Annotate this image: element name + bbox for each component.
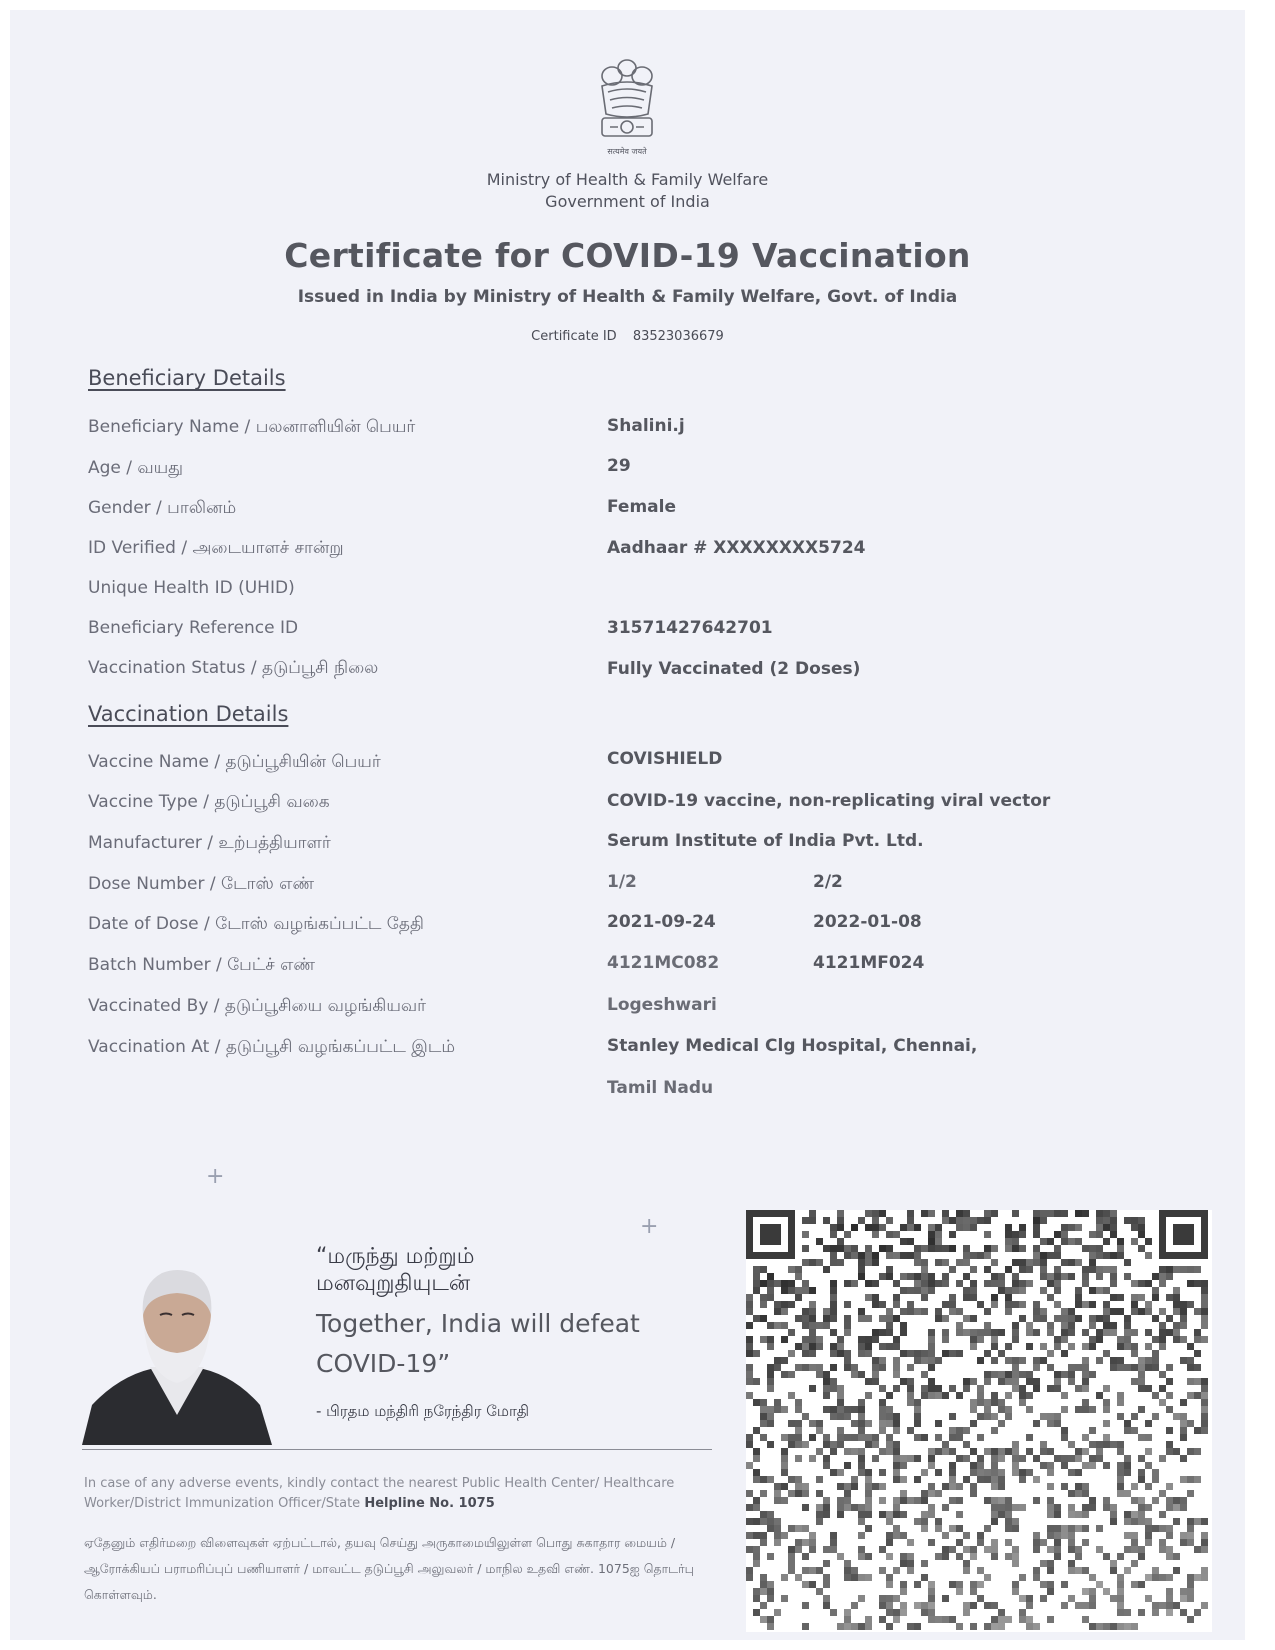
manufacturer-label: Manufacturer / உற்பத்தியாளர்: [88, 833, 331, 853]
vaccination-at-value: Stanley Medical Clg Hospital, Chennai,: [607, 1036, 978, 1056]
dose-number-label: Dose Number / டோஸ் எண்: [88, 874, 315, 894]
qr-code-icon: [746, 1210, 1212, 1632]
plus-mark-icon: +: [640, 1214, 659, 1239]
quote-tamil-line-1: “மருந்து மற்றும்: [316, 1244, 475, 1269]
dose-number-value-1: 1/2: [607, 872, 637, 892]
date-of-dose-value-1: 2021-09-24: [607, 912, 716, 932]
quote-attribution: - பிரதம மந்திரி நரேந்திர மோதி: [316, 1402, 530, 1420]
beneficiary-details-heading: Beneficiary Details: [88, 366, 286, 390]
vaccine-type-value: COVID-19 vaccine, non-replicating viral vector: [607, 791, 1051, 811]
uhid-label: Unique Health ID (UHID): [88, 578, 295, 598]
vaccine-name-value: COVISHIELD: [607, 749, 723, 769]
age-value: 29: [607, 456, 631, 476]
certificate-id-value: 83523036679: [632, 329, 724, 344]
issued-by: Issued in India by Ministry of Health & Family Welfare, Govt. of India: [297, 287, 958, 307]
helpline-number: Helpline No. 1075: [364, 1496, 495, 1511]
adverse-events-note-english: [84, 1474, 684, 1514]
national-emblem-icon: [588, 52, 666, 164]
beneficiary-name-label: Beneficiary Name / பலனாளியின் பெயர்: [88, 417, 416, 437]
government-name: Government of India: [545, 192, 710, 211]
reference-id-value: 31571427642701: [607, 618, 773, 638]
manufacturer-value: Serum Institute of India Pvt. Ltd.: [607, 831, 924, 851]
vaccinated-by-value: Logeshwari: [607, 995, 717, 1015]
certificate-id-line: [0, 329, 1255, 344]
vaccination-status-value: Fully Vaccinated (2 Doses): [607, 659, 861, 679]
gender-label: Gender / பாலினம்: [88, 498, 237, 518]
quote-tamil: [316, 1243, 474, 1297]
quote-english: Together, India will defeat COVID-19”: [316, 1309, 640, 1378]
id-verified-label: ID Verified / அடையாளச் சான்று: [88, 538, 344, 558]
ministry-name: Ministry of Health & Family Welfare: [486, 170, 769, 189]
adverse-events-note-text: In case of any adverse events, kindly contact the nearest Public Health Center/ Healthcare Worker/District Immunization Officer/State: [84, 1476, 675, 1511]
batch-number-label: Batch Number / பேட்ச் எண்: [88, 955, 316, 975]
gender-value: Female: [607, 497, 676, 517]
vaccinated-by-label: Vaccinated By / தடுப்பூசியை வழங்கியவர்: [88, 996, 427, 1016]
beneficiary-name-value: Shalini.j: [607, 416, 685, 436]
plus-mark-icon: +: [206, 1164, 225, 1189]
emblem-motto: सत्यमेव जयते: [607, 147, 647, 156]
divider: [82, 1449, 712, 1450]
date-of-dose-label: Date of Dose / டோஸ் வழங்கப்பட்ட தேதி: [88, 914, 424, 934]
reference-id-label: Beneficiary Reference ID: [88, 618, 299, 638]
vaccine-name-label: Vaccine Name / தடுப்பூசியின் பெயர்: [88, 752, 381, 772]
age-label: Age / வயது: [88, 458, 184, 478]
vaccination-details-heading: Vaccination Details: [88, 702, 289, 726]
dose-number-value-2: 2/2: [813, 872, 843, 892]
quote-tamil-line-2: மனவுறுதியுடன்: [316, 1271, 471, 1296]
adverse-events-note-tamil: ஏதேனும் எதிர்மறை விளைவுகள் ஏற்பட்டால், தயவு செய்து அருகாமையிலுள்ள பொது சுகாதார மையம் / ஆரோக்கியப் பராமரிப்புப் பணியாளர் / மாவட்ட தடுப்பூசி அலுவலர் / மாநில உதவி எண். 1075ஐ தொடர்பு கொள்ளவும்.: [84, 1535, 694, 1602]
certificate-id-label: Certificate ID: [531, 329, 617, 344]
vaccination-at-value-line2: Tamil Nadu: [607, 1078, 714, 1098]
batch-number-value-2: 4121MF024: [813, 953, 925, 973]
vaccine-type-label: Vaccine Type / தடுப்பூசி வகை: [88, 792, 330, 812]
certificate-title: Certificate for COVID-19 Vaccination: [284, 236, 971, 275]
vaccination-at-label: Vaccination At / தடுப்பூசி வழங்கப்பட்ட இடம்: [88, 1037, 456, 1057]
prime-minister-photo: [82, 1255, 272, 1445]
id-verified-value: Aadhaar # XXXXXXXX5724: [607, 538, 866, 558]
vaccination-status-label: Vaccination Status / தடுப்பூசி நிலை: [88, 658, 379, 678]
batch-number-value-1: 4121MC082: [607, 953, 720, 973]
date-of-dose-value-2: 2022-01-08: [813, 912, 922, 932]
